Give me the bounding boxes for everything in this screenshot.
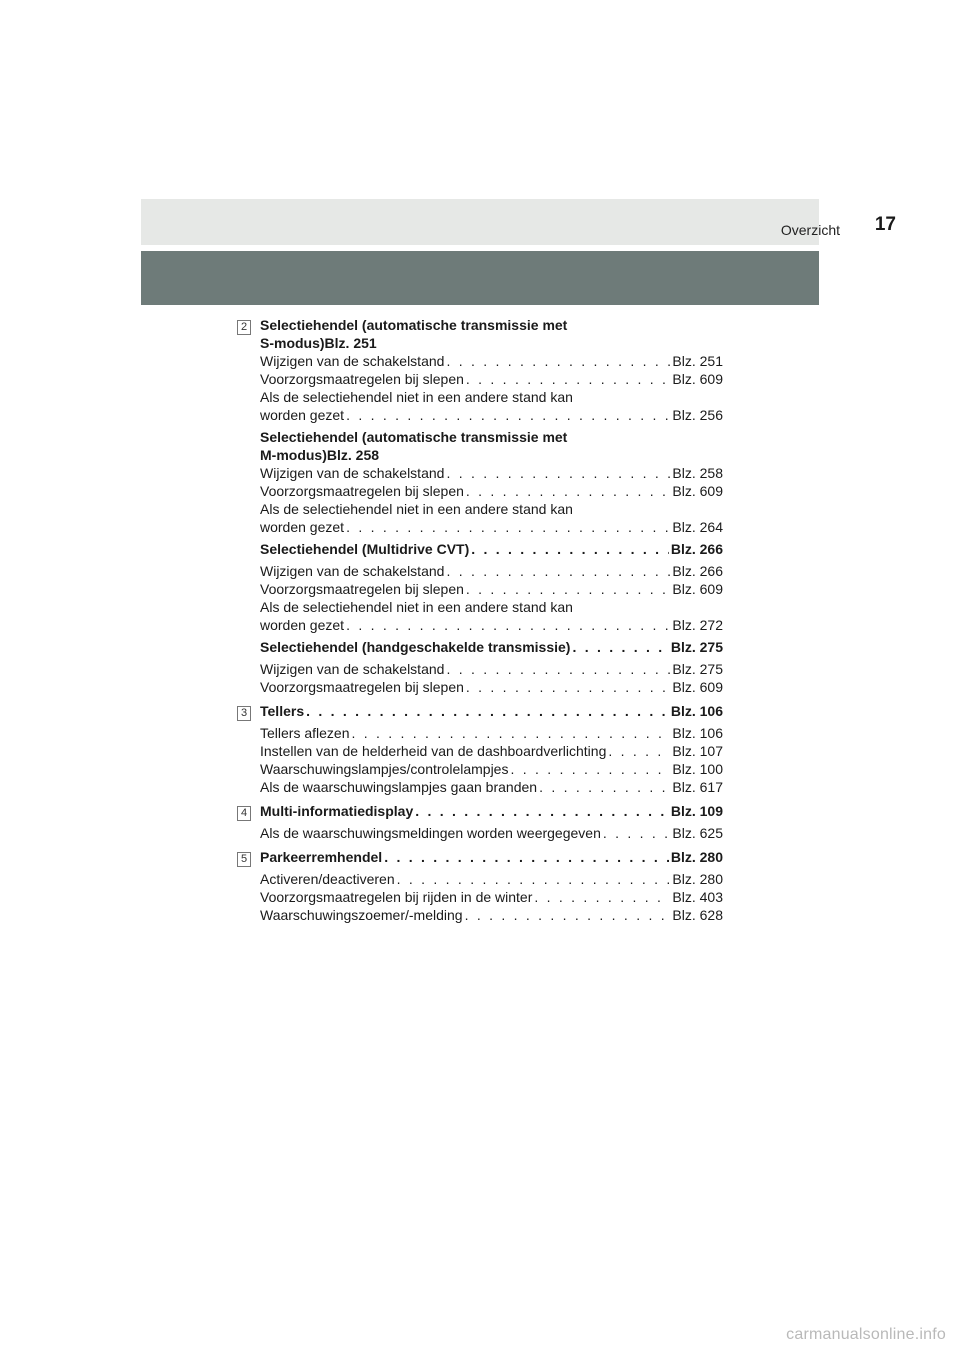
dot-leader [572, 638, 668, 656]
header-band [141, 199, 819, 245]
page-reference: Blz. 272 [672, 617, 723, 633]
entry-text-line: Als de selectiehendel niet in een andere stand kan [260, 599, 573, 615]
dot-leader [415, 802, 669, 820]
page-reference: Blz. 617 [672, 779, 723, 795]
entry-text: Voorzorgsmaatregelen bij rijden in de winter [260, 889, 533, 905]
page-reference: Blz. 625 [672, 825, 723, 841]
dot-leader [465, 906, 671, 924]
index-heading[interactable] [260, 802, 723, 820]
index-entry[interactable] [260, 888, 723, 906]
index-entry[interactable] [260, 724, 723, 742]
dot-leader [446, 660, 670, 678]
entry-text: Voorzorgsmaatregelen bij slepen [260, 371, 464, 387]
index-entry[interactable] [260, 406, 723, 424]
page-reference: Blz. 109 [670, 803, 723, 819]
index-group [237, 316, 723, 696]
index-entry[interactable] [260, 660, 723, 678]
dot-leader [352, 724, 671, 742]
section-banner [141, 251, 819, 305]
watermark-logo: carmanualsonline.info [786, 1326, 946, 1343]
index-entry[interactable] [260, 562, 723, 580]
dot-leader [397, 870, 671, 888]
entry-text: worden gezet [260, 617, 345, 633]
index-group [237, 848, 723, 924]
index-heading: Selectiehendel (automatische transmissie met [260, 429, 568, 445]
heading-text: Parkeerremhendel [260, 849, 383, 865]
index-heading: S-modus)Blz. 251 [260, 335, 377, 351]
entry-text: Als de waarschuwingsmeldingen worden weergegeven [260, 825, 601, 841]
dot-leader [471, 540, 669, 558]
page-reference: Blz. 251 [672, 353, 723, 369]
index-entry[interactable] [260, 580, 723, 598]
index-entry[interactable] [260, 370, 723, 388]
page-reference: Blz. 280 [670, 849, 723, 865]
heading-text: Multi-informatiedisplay [260, 803, 414, 819]
index-entry[interactable] [260, 870, 723, 888]
page-reference: Blz. 609 [672, 371, 723, 387]
index-block [260, 428, 723, 536]
heading-text: Selectiehendel (handgeschakelde transmissie) [260, 639, 571, 655]
dot-leader [466, 370, 671, 388]
index-heading[interactable] [260, 848, 723, 866]
entry-text: Wijzigen van de schakelstand [260, 465, 445, 481]
dot-leader [510, 760, 670, 778]
entry-text-line: Als de selectiehendel niet in een andere stand kan [260, 389, 573, 405]
index-group [237, 802, 723, 842]
dot-leader [534, 888, 670, 906]
index-entry[interactable] [260, 824, 723, 842]
heading-text: Selectiehendel (Multidrive CVT) [260, 541, 470, 557]
entry-text: worden gezet [260, 519, 345, 535]
dot-leader [346, 518, 670, 536]
entry-text: Wijzigen van de schakelstand [260, 661, 445, 677]
dot-leader [466, 678, 671, 696]
index-heading: M-modus)Blz. 258 [260, 447, 380, 463]
index-entry[interactable] [260, 678, 723, 696]
callout-number: 2 [237, 320, 251, 335]
page-reference: Blz. 106 [670, 703, 723, 719]
index-group [237, 702, 723, 796]
index-entry[interactable] [260, 742, 723, 760]
page-reference: Blz. 100 [672, 761, 723, 777]
entry-text: Voorzorgsmaatregelen bij slepen [260, 483, 464, 499]
dot-leader [466, 580, 671, 598]
index-heading[interactable] [260, 638, 723, 656]
index-content [237, 316, 723, 924]
index-heading: Selectiehendel (automatische transmissie met [260, 317, 568, 333]
dot-leader [603, 824, 671, 842]
page-reference: Blz. 628 [672, 907, 723, 923]
dot-leader [346, 616, 670, 634]
callout-number: 5 [237, 852, 251, 867]
dot-leader [446, 464, 670, 482]
page-number: 17 [874, 214, 896, 235]
page-reference: Blz. 107 [672, 743, 723, 759]
dot-leader [539, 778, 670, 796]
entry-text: Wijzigen van de schakelstand [260, 563, 445, 579]
entry-text: Waarschuwingszoemer/-melding [260, 907, 463, 923]
index-entry[interactable] [260, 518, 723, 536]
index-entry[interactable] [260, 778, 723, 796]
entry-text: Voorzorgsmaatregelen bij slepen [260, 679, 464, 695]
page-reference: Blz. 256 [672, 407, 723, 423]
index-entry[interactable] [260, 616, 723, 634]
dot-leader [306, 702, 669, 720]
dot-leader [346, 406, 670, 424]
index-block [260, 540, 723, 634]
index-block [260, 848, 723, 924]
dot-leader [466, 482, 671, 500]
index-heading[interactable] [260, 702, 723, 720]
entry-text: Instellen van de helderheid van de dashboardverlichting [260, 743, 607, 759]
index-entry[interactable] [260, 760, 723, 778]
dot-leader [608, 742, 670, 760]
index-entry[interactable] [260, 464, 723, 482]
callout-number: 3 [237, 706, 251, 721]
entry-text: Activeren/deactiveren [260, 871, 395, 887]
page-reference: Blz. 275 [670, 639, 723, 655]
page-reference: Blz. 275 [672, 661, 723, 677]
dot-leader [384, 848, 669, 866]
heading-text: Tellers [260, 703, 305, 719]
index-block [260, 638, 723, 696]
dot-leader [446, 562, 670, 580]
page-reference: Blz. 280 [672, 871, 723, 887]
entry-text: Als de waarschuwingslampjes gaan branden [260, 779, 538, 795]
index-block [260, 316, 723, 424]
entry-text: Tellers aflezen [260, 725, 350, 741]
index-entry[interactable] [260, 482, 723, 500]
index-heading[interactable] [260, 540, 723, 558]
page-reference: Blz. 106 [672, 725, 723, 741]
dot-leader [446, 352, 670, 370]
entry-text: Waarschuwingslampjes/controlelampjes [260, 761, 509, 777]
index-entry[interactable] [260, 906, 723, 924]
entry-text-line: Als de selectiehendel niet in een andere stand kan [260, 501, 573, 517]
page-reference: Blz. 609 [672, 581, 723, 597]
entry-text: Wijzigen van de schakelstand [260, 353, 445, 369]
page-reference: Blz. 609 [672, 483, 723, 499]
entry-text: worden gezet [260, 407, 345, 423]
index-block [260, 802, 723, 842]
index-entry[interactable] [260, 352, 723, 370]
index-block [260, 702, 723, 796]
page-reference: Blz. 609 [672, 679, 723, 695]
page-reference: Blz. 266 [670, 541, 723, 557]
page-reference: Blz. 258 [672, 465, 723, 481]
page-reference: Blz. 266 [672, 563, 723, 579]
section-title: Overzicht [780, 222, 840, 238]
entry-text: Voorzorgsmaatregelen bij slepen [260, 581, 464, 597]
page-reference: Blz. 403 [672, 889, 723, 905]
page-reference: Blz. 264 [672, 519, 723, 535]
callout-number: 4 [237, 806, 251, 821]
